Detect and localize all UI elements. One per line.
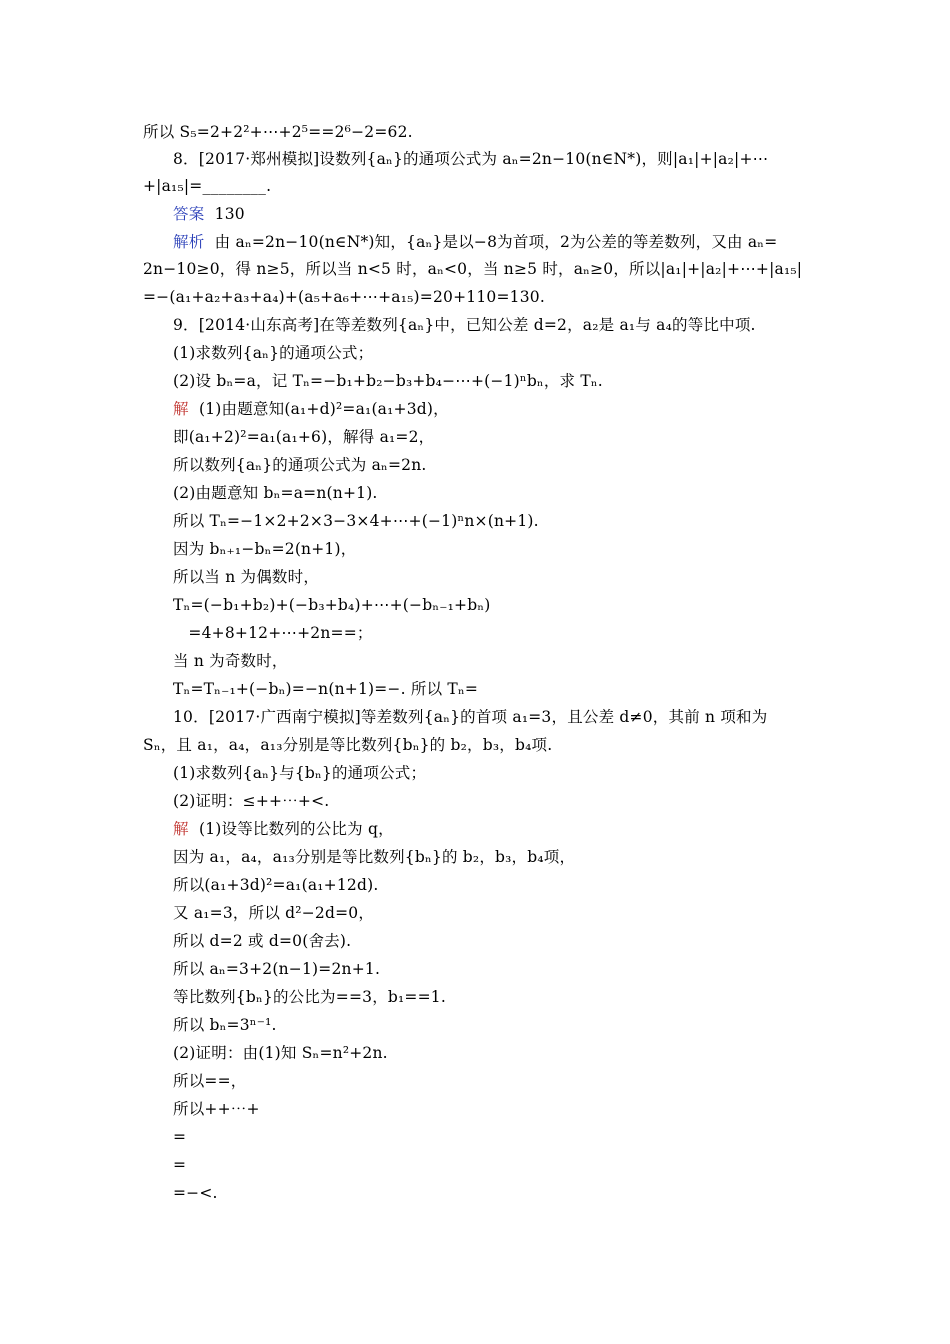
text-line: =: [173, 1156, 187, 1174]
text-line: 所以 Tₙ=−1×2+2×3−3×4+⋯+(−1)ⁿn×(n+1).: [173, 512, 539, 530]
text-line: 等比数列{bₙ}的公比为==3，b₁==1.: [173, 988, 446, 1006]
text-line: 即(a₁+2)²=a₁(a₁+6)，解得 a₁=2，: [173, 428, 435, 446]
text-line: Tₙ=Tₙ₋₁+(−bₙ)=−n(n+1)=−. 所以 Tₙ=: [173, 680, 479, 698]
text-line: 所以(a₁+3d)²=a₁(a₁+12d).: [173, 876, 379, 894]
text-line: 所以 S₅=2+2²+⋯+2⁵==2⁶−2=62.: [143, 123, 413, 141]
text-line: 所以 bₙ=3ⁿ⁻¹.: [173, 1016, 277, 1034]
question-10-line: 10．[2017·广西南宁模拟]等差数列{aₙ}的首项 a₁=3，且公差 d≠0，其前 n 项和为: [173, 708, 768, 726]
analysis-line: 解析 由 aₙ=2n−10(n∈N*)知，{aₙ}是以−8为首项，2为公差的等差数列，又由 aₙ=: [173, 233, 778, 251]
text-line: 因为 bₙ₊₁−bₙ=2(n+1)，: [173, 540, 357, 558]
solution-line: 解 (1)设等比数列的公比为 q，: [173, 820, 394, 838]
text-line: =−<.: [173, 1184, 218, 1202]
text-line: =−(a₁+a₂+a₃+a₄)+(a₅+a₆+⋯+a₁₅)=20+110=130.: [143, 288, 545, 306]
solution-line: 解 (1)由题意知(a₁+d)²=a₁(a₁+3d)，: [173, 400, 449, 418]
text-line: =: [173, 1128, 187, 1146]
answer-line: 答案 130: [173, 205, 245, 223]
text-line: 所以 d=2 或 d=0(舍去).: [173, 932, 352, 950]
analysis-label: 解析: [173, 233, 205, 251]
solution-label: 解: [173, 820, 189, 838]
text-line: 所以 aₙ=3+2(n−1)=2n+1.: [173, 960, 381, 978]
answer-label: 答案: [173, 205, 205, 223]
text-line: (1)求数列{aₙ}的通项公式；: [173, 344, 374, 362]
text-line: 所以数列{aₙ}的通项公式为 aₙ=2n.: [173, 456, 427, 474]
text-line: (2)由题意知 bₙ=a=n(n+1).: [173, 484, 378, 502]
question-9-line: 9．[2014·山东高考]在等差数列{aₙ}中，已知公差 d=2，a₂是 a₁与 a₄的等比中项.: [173, 316, 756, 334]
text-line: Sₙ，且 a₁，a₄，a₁₃分别是等比数列{bₙ}的 b₂，b₃，b₄项.: [143, 736, 553, 754]
text-line: 因为 a₁，a₄，a₁₃分别是等比数列{bₙ}的 b₂，b₃，b₄项，: [173, 848, 576, 866]
text-line: 又 a₁=3，所以 d²−2d=0，: [173, 904, 375, 922]
text-line: 所以==，: [173, 1072, 247, 1090]
solution-label: 解: [173, 400, 189, 418]
question-8-blank-line: +|a₁₅|=________.: [143, 177, 272, 195]
text-line: 2n−10≥0，得 n≥5，所以当 n<5 时，aₙ<0，当 n≥5 时，aₙ≥0，所以|a₁|+|a₂|+⋯+|a₁₅|: [143, 260, 803, 278]
text-line: (2)证明：由(1)知 Sₙ=n²+2n.: [173, 1044, 388, 1062]
text-line: 所以++⋯+: [173, 1100, 260, 1118]
text-line: (2)设 bₙ=a，记 Tₙ=−b₁+b₂−b₃+b₄−⋯+(−1)ⁿbₙ，求 Tₙ.: [173, 372, 603, 390]
question-8-line: 8．[2017·郑州模拟]设数列{aₙ}的通项公式为 aₙ=2n−10(n∈N*)，则|a₁|+|a₂|+⋯: [173, 150, 769, 168]
text-line: Tₙ=(−b₁+b₂)+(−b₃+b₄)+⋯+(−bₙ₋₁+bₙ): [173, 596, 491, 614]
text-line: 所以当 n 为偶数时，: [173, 568, 320, 586]
text-line: 当 n 为奇数时，: [173, 652, 288, 670]
text-line: =4+8+12+⋯+2n==；: [173, 624, 373, 642]
text-line: (2)证明：≤++⋯+<.: [173, 792, 330, 810]
text-line: (1)求数列{aₙ}与{bₙ}的通项公式；: [173, 764, 427, 782]
